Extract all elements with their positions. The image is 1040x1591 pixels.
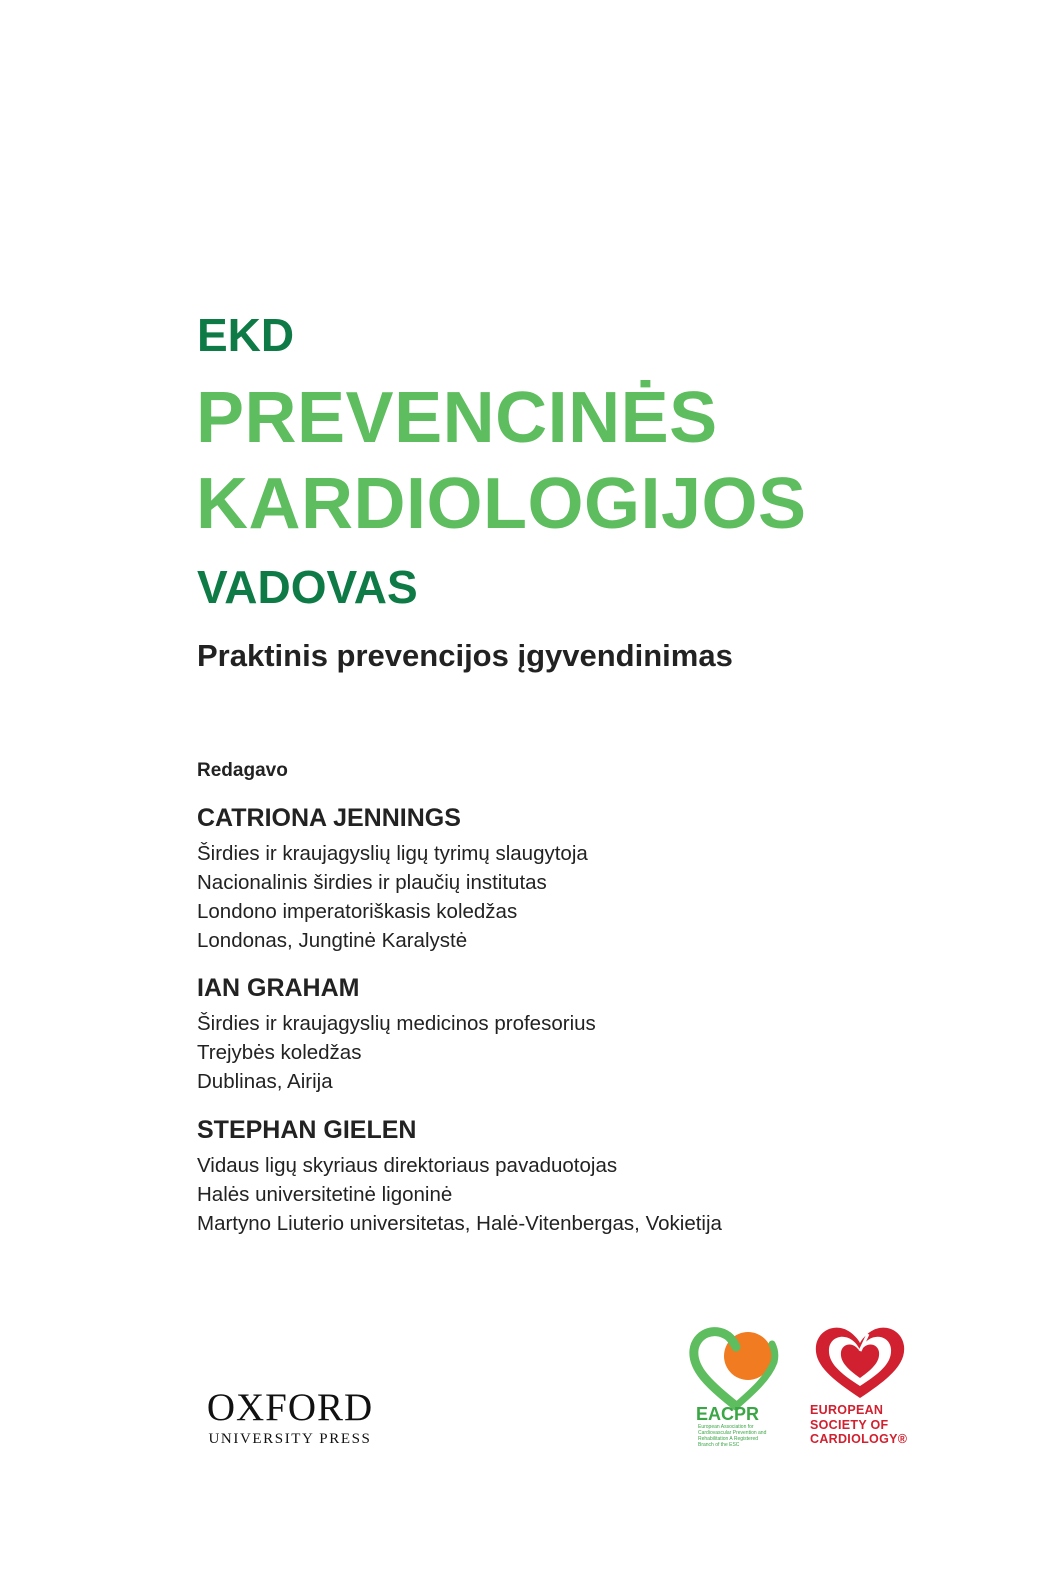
edited-by-label: Redagavo — [197, 760, 288, 781]
title-main-line-1: PREVENCINĖS — [196, 378, 718, 458]
title-suffix: VADOVAS — [197, 561, 418, 613]
editor-affiliation: Londono imperatoriškasis koledžas — [197, 900, 518, 923]
editor-affiliation: Martyno Liuterio universitetas, Halė-Vitenbergas, Vokietija — [197, 1212, 722, 1235]
editor-affiliation: Širdies ir kraujagyslių ligų tyrimų slaugytoja — [197, 842, 588, 865]
publisher-logo — [195, 1388, 385, 1448]
editor-block — [197, 806, 588, 955]
esc-name-line: EUROPEAN — [810, 1403, 884, 1417]
subtitle: Praktinis prevencijos įgyvendinimas — [197, 638, 733, 673]
esc-name-line: CARDIOLOGY® — [810, 1432, 908, 1446]
editor-affiliation: Halės universitetinė ligoninė — [197, 1183, 453, 1206]
editor-block — [197, 1118, 722, 1238]
esc-name — [810, 1403, 907, 1447]
eacpr-acronym: EACPR — [696, 1404, 760, 1424]
editor-affiliation: Trejybės koledžas — [197, 1041, 362, 1064]
editor-name: STEPHAN GIELEN — [197, 1116, 417, 1144]
editor-affiliation: Širdies ir kraujagyslių medicinos profesorius — [197, 1012, 596, 1035]
editor-block — [197, 976, 596, 1096]
editor-affiliation: Vidaus ligų skyriaus direktoriaus pavaduotojas — [197, 1154, 618, 1177]
editor-affiliation: Dublinas, Airija — [197, 1070, 333, 1093]
title-main-line-2: KARDIOLOGIJOS — [196, 464, 807, 544]
esc-name-line: SOCIETY OF — [810, 1417, 889, 1432]
publisher-name: OXFORD — [206, 1386, 374, 1429]
title-prefix: EKD — [197, 309, 295, 361]
editor-name: CATRIONA JENNINGS — [197, 804, 461, 832]
eacpr-fullname: European Association for Cardiovascular Prevention and Rehabilitation A Registered Branch of the ESC — [698, 1424, 767, 1448]
editor-affiliation: Londonas, Jungtinė Karalystė — [197, 929, 468, 952]
publisher-subname: UNIVERSITY PRESS — [208, 1431, 372, 1447]
editor-affiliation: Nacionalinis širdies ir plaučių institutas — [197, 871, 547, 894]
editor-name: IAN GRAHAM — [197, 974, 360, 1002]
